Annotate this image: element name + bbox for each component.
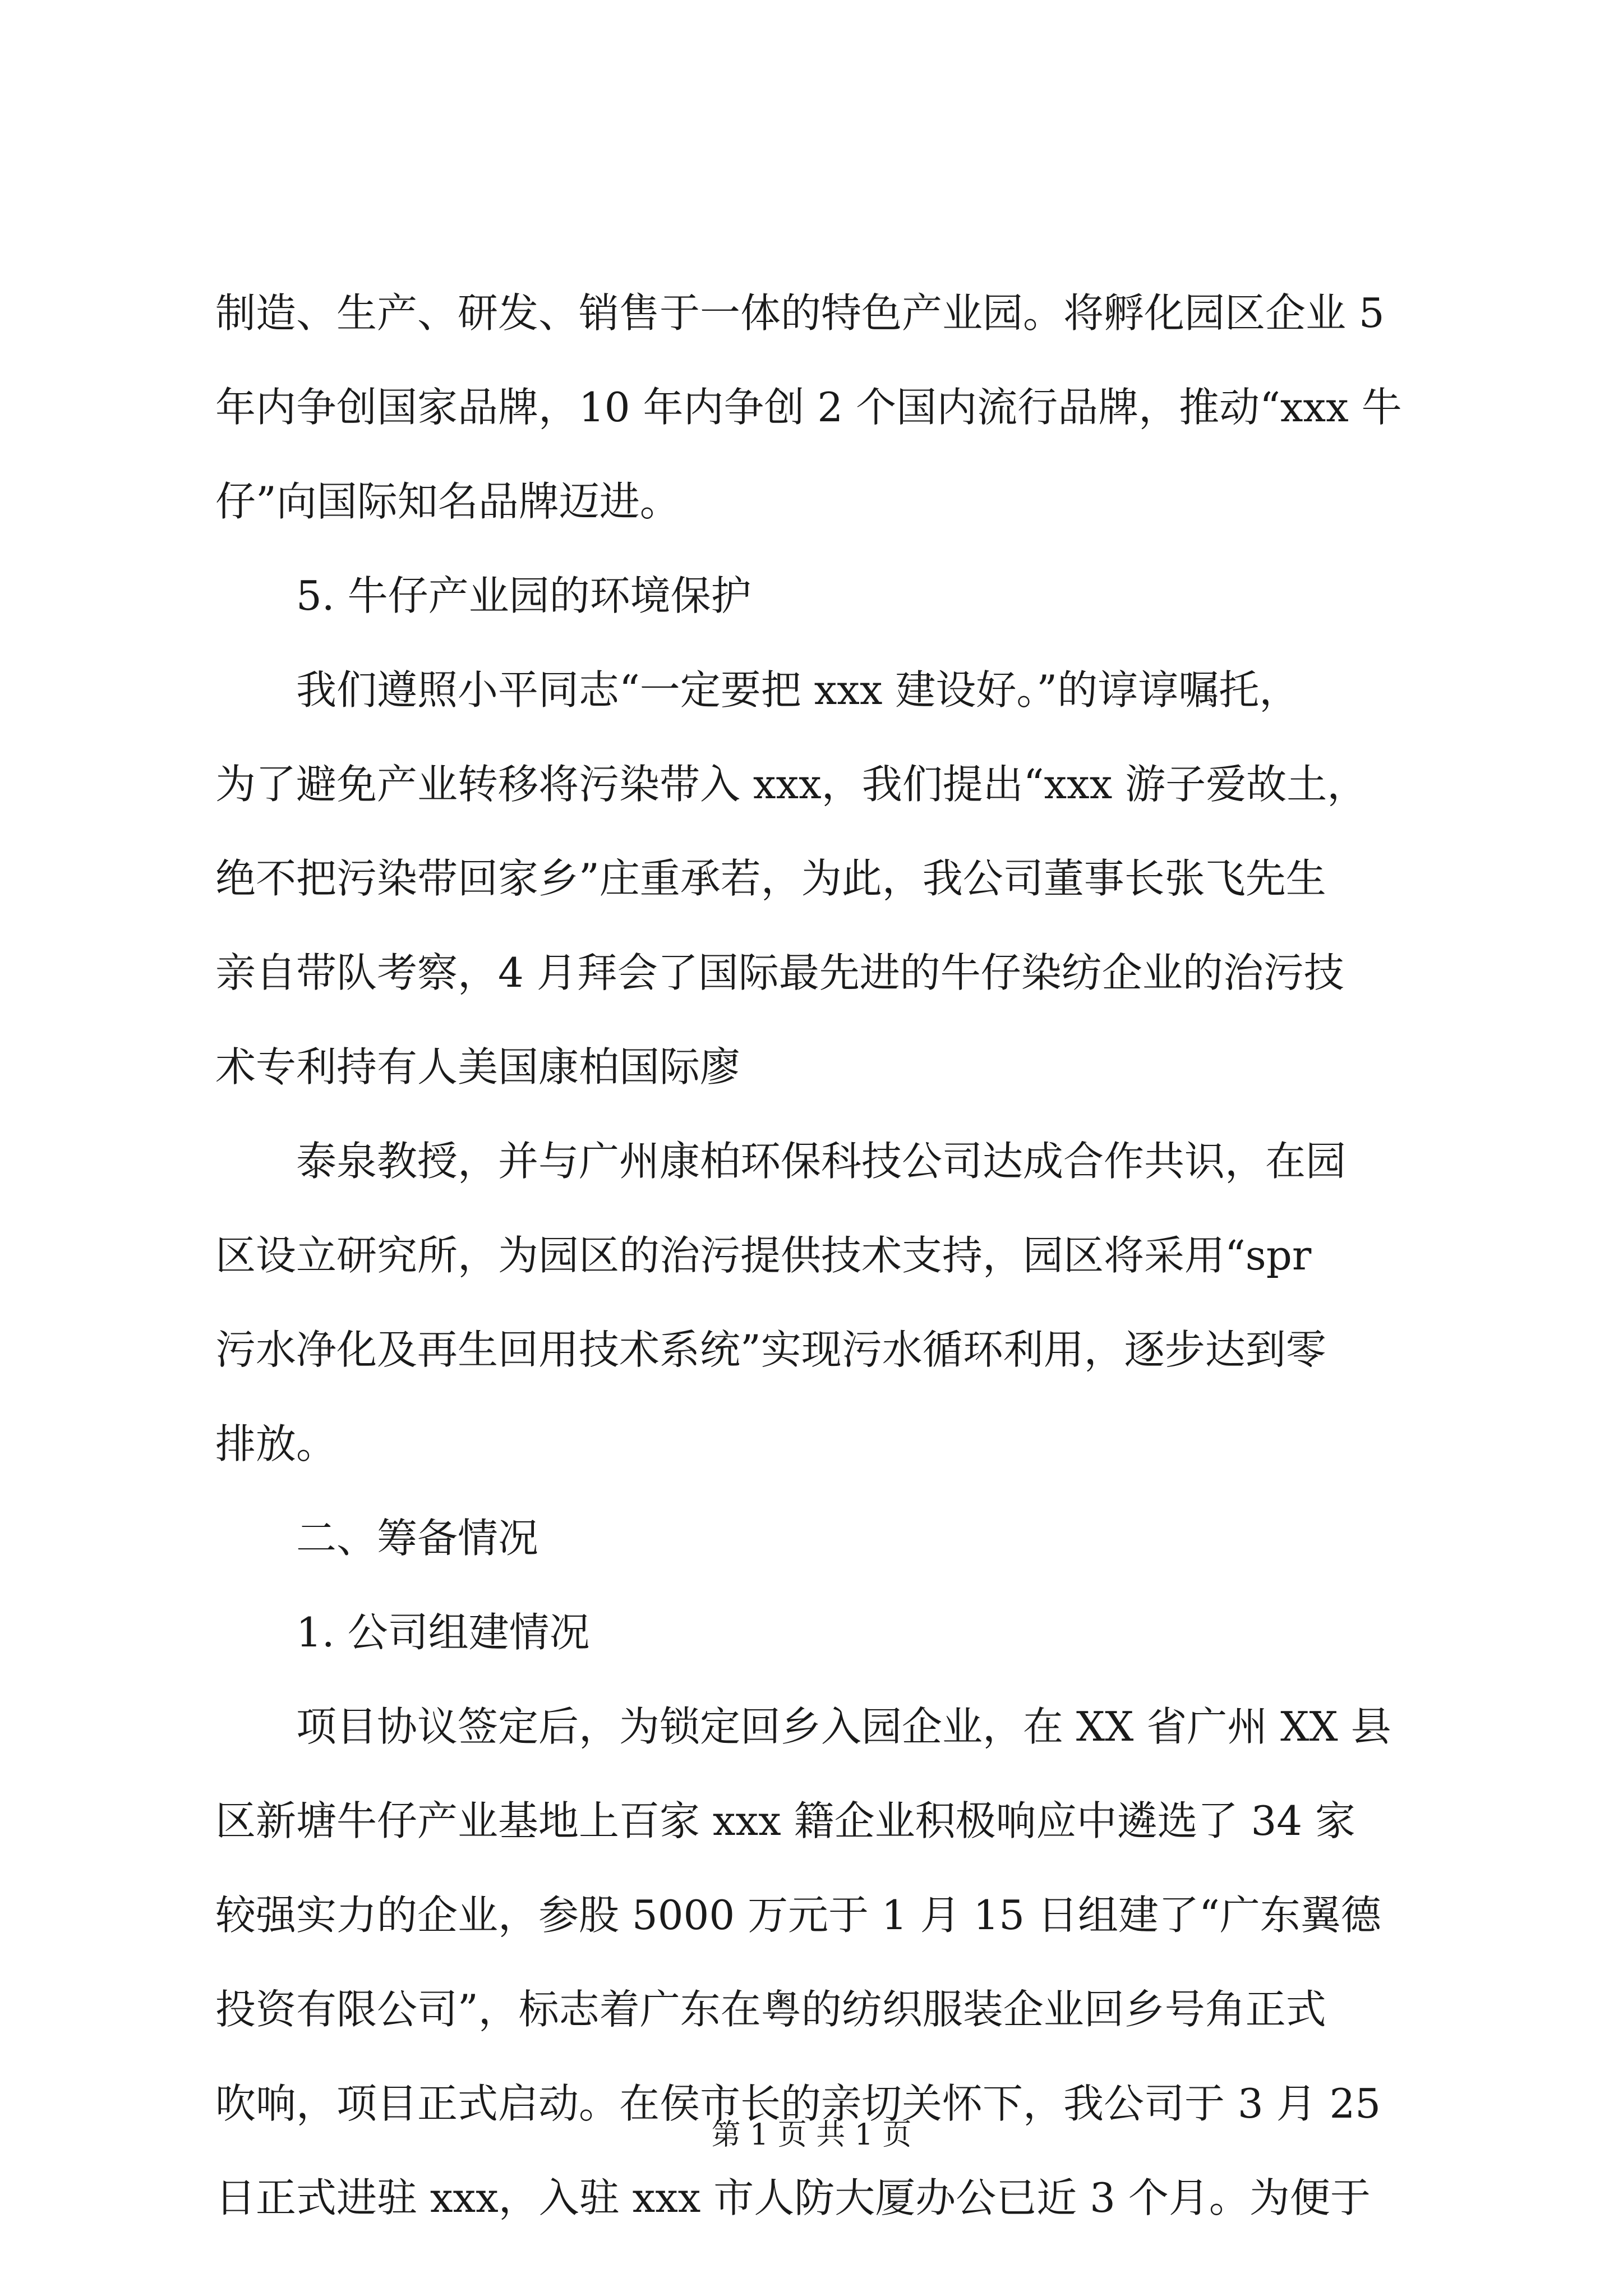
text-line: 污水净化及再生回用技术系统”实现污水循环利用，逐步达到零 bbox=[215, 1326, 1326, 1373]
text-line: 我们遵照小平同志“一定要把 xxx 建设好。”的谆谆嘱托， bbox=[296, 666, 1300, 714]
page-footer: 第 1 页 共 1 页 bbox=[711, 2118, 912, 2152]
text-line: 日正式进驻 xxx，入驻 xxx 市人防大厦办公已近 3 个月。为便于 bbox=[215, 2174, 1371, 2221]
text-line: 为了避免产业转移将污染带入 xxx，我们提出“xxx 游子爱故土， bbox=[215, 761, 1368, 808]
text-line: 较强实力的企业，参股 5000 万元于 1 月 15 日组建了“广东翼德 bbox=[215, 1892, 1381, 1939]
document-body bbox=[215, 266, 1415, 2245]
text-line: 区设立研究所，为园区的治污提供技术支持，园区将采用“spr bbox=[215, 1232, 1312, 1279]
text-line: 仔”向国际知名品牌迈进。 bbox=[215, 478, 680, 525]
section-heading: 1. 公司组建情况 bbox=[296, 1609, 590, 1656]
section-heading: 二、筹备情况 bbox=[296, 1515, 539, 1562]
text-line: 项目协议签定后，为锁定回乡入园企业，在 XX 省广州 XX 县 bbox=[296, 1703, 1391, 1750]
text-line: 年内争创国家品牌，10 年内争创 2 个国内流行品牌，推动“xxx 牛 bbox=[215, 384, 1402, 431]
text-line: 区新塘牛仔产业基地上百家 xxx 籍企业积极响应中遴选了 34 家 bbox=[215, 1797, 1355, 1844]
text-line: 亲自带队考察，4 月拜会了国际最先进的牛仔染纺企业的治污技 bbox=[215, 949, 1344, 996]
text-line: 泰泉教授，并与广州康柏环保科技公司达成合作共识，在园 bbox=[296, 1138, 1347, 1185]
section-heading: 5. 牛仔产业园的环境保护 bbox=[296, 572, 751, 619]
text-line: 投资有限公司”，标志着广东在粤的纺织服装企业回乡号角正式 bbox=[215, 1986, 1326, 2033]
text-line: 绝不把污染带回家乡”庄重承若，为此，我公司董事长张飞先生 bbox=[215, 855, 1326, 902]
text-line: 吹响，项目正式启动。在侯市长的亲切关怀下，我公司于 3 月 25 bbox=[215, 2080, 1381, 2127]
text-line: 制造、生产、研发、销售于一体的特色产业园。将孵化园区企业 5 bbox=[215, 289, 1385, 337]
text-line: 术专利持有人美国康柏国际廖 bbox=[215, 1043, 741, 1091]
text-line: 排放。 bbox=[215, 1420, 337, 1467]
